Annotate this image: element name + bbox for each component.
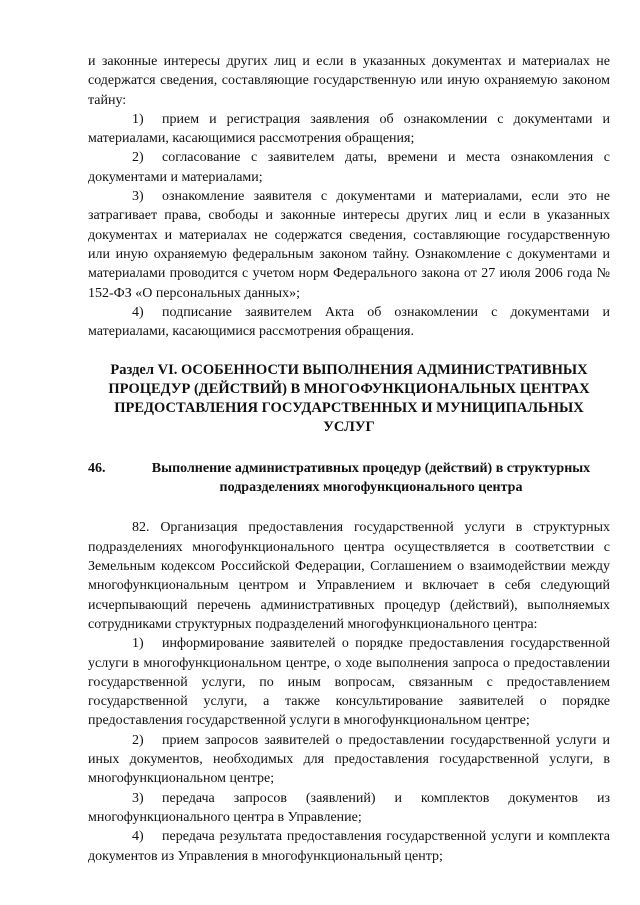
list-item [88, 827, 610, 866]
list-item [88, 789, 610, 828]
list-item [88, 148, 610, 187]
list-item-text: подписание заявителем Акта об ознакомлении с документами и материалами, касающимися рассмотрения обращения. [88, 304, 610, 340]
list-item-number: 1) [132, 636, 144, 652]
list-item-text: информирование заявителей о порядке предоставления государственной услуги в многофункциональном центре, о ходе выполнения запроса о предоставлении государственной услуги, по иным вопросам, связанным с предоставлением государственной услуги, а также консультирование заявителей о порядке предоставления государственной услуги в многофункциональном центре; [88, 636, 610, 729]
list-item [88, 187, 610, 303]
document-page [88, 52, 610, 866]
list-item-text: согласование с заявителем даты, времени и места ознакомления с документами и материалами; [88, 150, 610, 185]
list-item-text: прием запросов заявителей о предоставлении государственной услуги и иных документов, необходимых для предоставления государственной услуги, в многофункциональном центре; [88, 732, 610, 787]
list-item-text: передача результата предоставления государственной услуги и комплекта документов из Управления в многофункциональный центр; [88, 829, 610, 864]
list-item-number: 1) [132, 111, 144, 127]
list-item-text: передача запросов (заявлений) и комплектов документов из многофункционального центра в Управление; [88, 790, 610, 825]
list-item-number: 4) [132, 829, 144, 845]
list-item-number: 4) [132, 304, 144, 320]
paragraph-82: 82. Организация предоставления государственной услуги в структурных подразделениях многофункционального центра осуществляется в соответствии с Земельным кодексом Российской Федерации, Соглашением о взаимодействии между многофункциональным центром и Управлением и включает в себя следующий исчерпывающий перечень административных процедур (действий), выполняемых сотрудниками структурных подразделений многофункционального центра: [88, 520, 610, 632]
list-item-number: 3) [132, 790, 144, 806]
list-item [88, 634, 610, 730]
intro-paragraph: и законные интересы других лиц и если в указанных документах и материалах не содержатся сведения, составляющие государственную или иную охраняемую законом тайну: [88, 54, 610, 108]
subsection-heading [88, 459, 610, 497]
section-title: Раздел VI. ОСОБЕННОСТИ ВЫПОЛНЕНИЯ АДМИНИСТРАТИВНЫХ ПРОЦЕДУР (ДЕЙСТВИЙ) В МНОГОФУНКЦИОНАЛЬНЫХ ЦЕНТРАХ ПРЕДОСТАВЛЕНИЯ ГОСУДАРСТВЕННЫХ И МУНИЦИПАЛЬНЫХ УСЛУГ [108, 362, 590, 436]
list-item-number: 2) [132, 732, 144, 748]
subsection-number: 46. [88, 461, 106, 477]
list-item-text: прием и регистрация заявления об ознакомлении с документами и материалами, касающимися рассмотрения обращения; [88, 111, 610, 147]
list-a [88, 110, 610, 342]
list-item [88, 731, 610, 789]
list-item-number: 3) [132, 189, 144, 205]
list-item [88, 303, 610, 342]
list-item-text: ознакомление заявителя с документами и материалами, если это не затрагивает права, свободы и законные интересы других лиц и если в указанных документах и материалах не содержатся сведения, составляющие государственную или иную охраняемую федеральным законом тайну. Ознакомление с документами и материалами проводится с учетом норм Федерального закона от 27 июля 2006 года № 152-ФЗ «О персональных данных»; [88, 189, 610, 301]
list-item-number: 2) [132, 150, 144, 166]
subsection-title: Выполнение административных процедур (действий) в структурных подразделениях многофункционального центра [151, 461, 591, 496]
list-item [88, 110, 610, 149]
list-b [88, 634, 610, 866]
